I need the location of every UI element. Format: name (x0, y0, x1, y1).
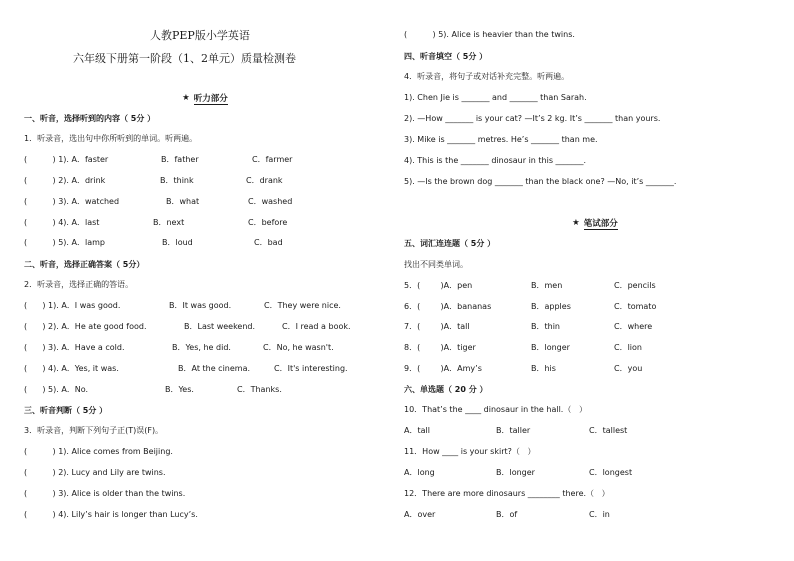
s1-q4-option-c: C．before (248, 218, 288, 227)
s6-q11-option-a: A．long (404, 468, 435, 477)
s5-q8-option-a: 8．( )A．tiger (404, 343, 476, 352)
s5-q5-option-a: 5．( )A．pen (404, 281, 473, 290)
s4-line4: 4). This is the _______ dinosaur in this _______. (404, 156, 587, 165)
s5-q5-option-c: C．pencils (614, 281, 656, 290)
s3-q5: ( ) 5). Alice is heavier than the twins. (404, 30, 575, 39)
s2-q5-option-c: C．Thanks. (237, 385, 282, 394)
s6-q11-option-b: B．longer (496, 468, 535, 477)
section6-heading: 六、单选题（ 20 分 ） (404, 385, 488, 394)
exam-title-line2: 六年级下册第一阶段（1、2单元）质量检测卷 (73, 52, 296, 65)
s2-q2-option-a: ( ) 2). A．He ate good food. (24, 322, 147, 331)
s2-q4-option-c: C．It's interesting. (274, 364, 348, 373)
s6-q11-stem: 11．How ____ is your skirt?（ ） (404, 447, 536, 456)
section2-heading: 二、听音，选择正确答案（ 5分） (24, 260, 145, 269)
s2-q5-option-b: B．Yes. (165, 385, 194, 394)
s5-q7-option-a: 7．( )A．tall (404, 322, 470, 331)
s2-q2-option-c: C．I read a book. (282, 322, 351, 331)
s1-q2-option-a: ( ) 2). A．drink (24, 176, 106, 185)
s6-q12-option-b: B．of (496, 510, 518, 519)
section5-heading: 五、词汇连连题（ 5分 ） (404, 239, 496, 248)
section4-instruction: 4．听录音，将句子或对话补充完整。听两遍。 (404, 72, 570, 81)
s5-q6-option-a: 6．( )A．bananas (404, 302, 492, 311)
s3-q3: ( ) 3). Alice is older than the twins. (24, 489, 186, 498)
s2-q1-option-c: C．They were nice. (264, 301, 341, 310)
star-icon: ★ (572, 218, 580, 228)
s1-q2-option-b: B．think (160, 176, 194, 185)
s5-q5-option-b: B．men (531, 281, 563, 290)
s2-q5-option-a: ( ) 5). A．No. (24, 385, 89, 394)
s1-q3-option-a: ( ) 3). A．watched (24, 197, 120, 206)
listening-section-banner (150, 92, 260, 104)
s5-q9-option-c: C．you (614, 364, 643, 373)
s1-q3-option-c: C．washed (248, 197, 293, 206)
s6-q12-option-a: A．over (404, 510, 436, 519)
s3-q2: ( ) 2). Lucy and Lily are twins. (24, 468, 166, 477)
s5-q7-option-c: C．where (614, 322, 653, 331)
s5-q6-option-b: B．apples (531, 302, 571, 311)
s3-q1: ( ) 1). Alice comes from Beijing. (24, 447, 173, 456)
s1-q5-option-c: C．bad (254, 238, 283, 247)
s6-q11-option-c: C．longest (589, 468, 633, 477)
exam-title-line1: 人教PEP版小学英语 (150, 29, 250, 42)
section1-heading: 一、听音，选择听到的内容（ 5分 ） (24, 114, 156, 123)
s2-q4-option-b: B．At the cinema. (178, 364, 251, 373)
s2-q1-option-a: ( ) 1). A．I was good. (24, 301, 121, 310)
s2-q2-option-b: B．Last weekend. (184, 322, 256, 331)
s5-q9-option-a: 9．( )A．Amy’s (404, 364, 482, 373)
s2-q3-option-a: ( ) 3). A．Have a cold. (24, 343, 125, 352)
s1-q3-option-b: B．what (166, 197, 200, 206)
s5-q8-option-b: B．longer (531, 343, 570, 352)
s1-q4-option-b: B．next (153, 218, 185, 227)
s2-q1-option-b: B．It was good. (169, 301, 232, 310)
s1-q5-option-b: B．loud (162, 238, 193, 247)
section3-heading: 三、听音判断（ 5分 ） (24, 406, 108, 415)
s5-q9-option-b: B．his (531, 364, 556, 373)
s6-q12-option-c: C．in (589, 510, 610, 519)
s6-q10-option-a: A．tall (404, 426, 430, 435)
s1-q1-option-c: C．farmer (252, 155, 293, 164)
s1-q4-option-a: ( ) 4). A．last (24, 218, 100, 227)
section3-instruction: 3．听录音，判断下列句子正(T)误(F)。 (24, 426, 164, 435)
s5-q8-option-c: C．lion (614, 343, 642, 352)
s1-q5-option-a: ( ) 5). A．lamp (24, 238, 105, 247)
s6-q12-stem: 12．There are more dinosaurs ________ there.（ ） (404, 489, 610, 498)
s5-q6-option-c: C．tomato (614, 302, 657, 311)
s1-q2-option-c: C．drank (246, 176, 283, 185)
listening-banner-label: 听力部分 (193, 93, 228, 104)
s4-line2: 2). —How _______ is your cat? —It’s 2 kg. It’s _______ than yours. (404, 114, 661, 123)
s1-q1-option-a: ( ) 1). A．faster (24, 155, 109, 164)
s6-q10-option-b: B．taller (496, 426, 531, 435)
s4-line5: 5). —Is the brown dog _______ than the black one? —No, it’s _______. (404, 177, 677, 186)
s4-line3: 3). Mike is _______ metres. He’s _______ than me. (404, 135, 598, 144)
section1-instruction: 1．听录音，选出句中你所听到的单词。听两遍。 (24, 134, 198, 143)
s6-q10-stem: 10．That’s the ____ dinosaur in the hall.（ ） (404, 405, 587, 414)
star-icon: ★ (182, 93, 190, 103)
s5-q7-option-b: B．thin (531, 322, 560, 331)
s6-q10-option-c: C．tallest (589, 426, 628, 435)
writing-banner-label: 笔试部分 (583, 218, 618, 229)
writing-section-banner (540, 217, 650, 229)
section5-instruction: 找出不同类单词。 (404, 260, 468, 269)
s2-q3-option-b: B．Yes, he did. (172, 343, 231, 352)
s1-q1-option-b: B．father (161, 155, 199, 164)
s4-line1: 1). Chen Jie is _______ and _______ than Sarah. (404, 93, 587, 102)
s2-q3-option-c: C．No, he wasn't. (263, 343, 334, 352)
section2-instruction: 2．听录音，选择正确的答语。 (24, 280, 134, 289)
s3-q4: ( ) 4). Lily’s hair is longer than Lucy’s. (24, 510, 198, 519)
s2-q4-option-a: ( ) 4). A．Yes, it was. (24, 364, 119, 373)
section4-heading: 四、听音填空（ 5分 ） (404, 52, 488, 61)
